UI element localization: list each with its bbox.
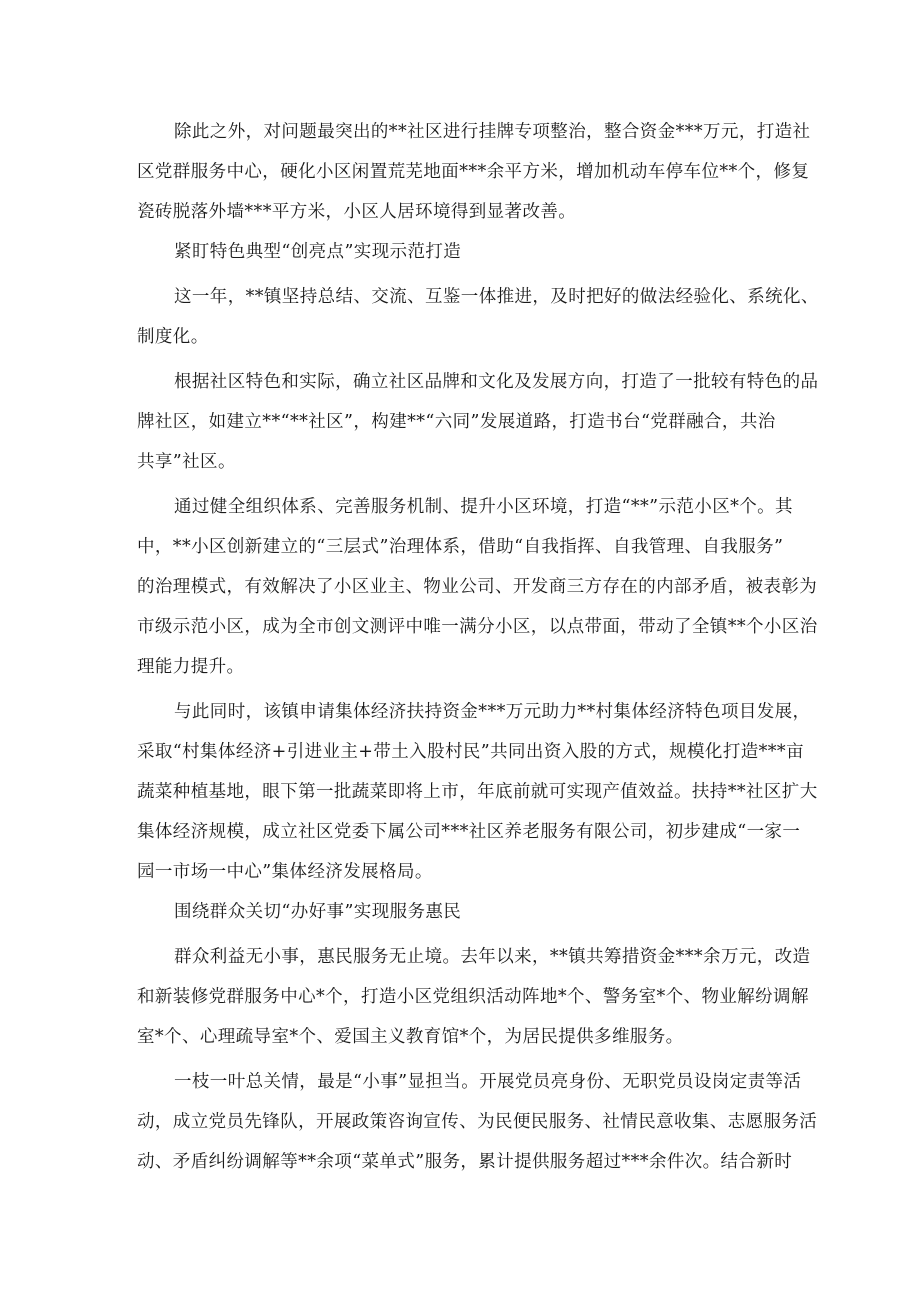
paragraph-line: 区党群服务中心，硬化小区闲置荒芜地面***余平方米，增加机动车停车位**个，修复 xyxy=(137,162,810,182)
paragraph-line: 理能力提升。 xyxy=(137,657,245,677)
paragraph-line: 一枝一叶总关情，最是“小事”显担当。开展党员亮身份、无职党员设岗定责等活 xyxy=(174,1072,802,1092)
paragraph-line: 集体经济规模，成立社区党委下属公司***社区养老服务有限公司，初步建成“一家一 xyxy=(137,822,801,842)
paragraph-line: 动，成立党员先锋队，开展政策咨询宣传、为民便民服务、社情民意收集、志愿服务活 xyxy=(137,1112,818,1132)
paragraph-line: 共享”社区。 xyxy=(137,452,236,472)
paragraph-line: 制度化。 xyxy=(137,327,209,347)
paragraph-line: 市级示范小区，成为全市创文测评中唯一满分小区，以点带面，带动了全镇**个小区治 xyxy=(137,617,818,637)
paragraph-line: 通过健全组织体系、完善服务机制、提升小区环境，打造“**”示范小区*个。其 xyxy=(174,497,793,517)
paragraph-line: 采取“村集体经济+引进业主+带土入股村民”共同出资入股的方式，规模化打造***亩 xyxy=(137,742,804,762)
paragraph-line: 的治理模式，有效解决了小区业主、物业公司、开发商三方存在的内部矛盾，被表彰为 xyxy=(137,577,818,597)
paragraph-line: 室*个、心理疏导室*个、爱国主义教育馆*个，为居民提供多维服务。 xyxy=(137,1027,684,1047)
section-heading: 围绕群众关切“办好事”实现服务惠民 xyxy=(174,902,462,922)
paragraph-line: 蔬菜种植基地，眼下第一批蔬菜即将上市，年底前就可实现产值效益。扶持**社区扩大 xyxy=(137,782,818,802)
paragraph-line: 动、矛盾纠纷调解等**余项“菜单式”服务，累计提供服务超过***余件次。结合新时 xyxy=(137,1152,793,1172)
paragraph-line: 和新装修党群服务中心*个，打造小区党组织活动阵地*个、警务室*个、物业解纷调解 xyxy=(137,987,809,1007)
paragraph-line: 与此同时，该镇申请集体经济扶持资金***万元助力**村集体经济特色项目发展， xyxy=(174,702,811,722)
paragraph-line: 中，**小区创新建立的“三层式”治理体系，借助“自我指挥、自我管理、自我服务” xyxy=(137,537,784,557)
paragraph-line: 牌社区，如建立**“**社区”，构建**“六同”发展道路，打造书台“党群融合，共治 xyxy=(137,412,776,432)
paragraph-line: 园一市场一中心”集体经济发展格局。 xyxy=(137,862,433,882)
paragraph-line: 群众利益无小事，惠民服务无止境。去年以来，**镇共筹措资金***余万元，改造 xyxy=(174,947,811,967)
section-heading: 紧盯特色典型“创亮点”实现示范打造 xyxy=(174,242,462,262)
paragraph-line: 这一年，**镇坚持总结、交流、互鉴一体推进，及时把好的做法经验化、系统化、 xyxy=(174,287,819,307)
paragraph-line: 根据社区特色和实际，确立社区品牌和文化及发展方向，打造了一批较有特色的品 xyxy=(174,372,819,392)
paragraph-line: 除此之外，对问题最突出的**社区进行挂牌专项整治，整合资金***万元，打造社 xyxy=(174,122,811,142)
paragraph-line: 瓷砖脱落外墙***平方米，小区人居环境得到显著改善。 xyxy=(137,202,577,222)
